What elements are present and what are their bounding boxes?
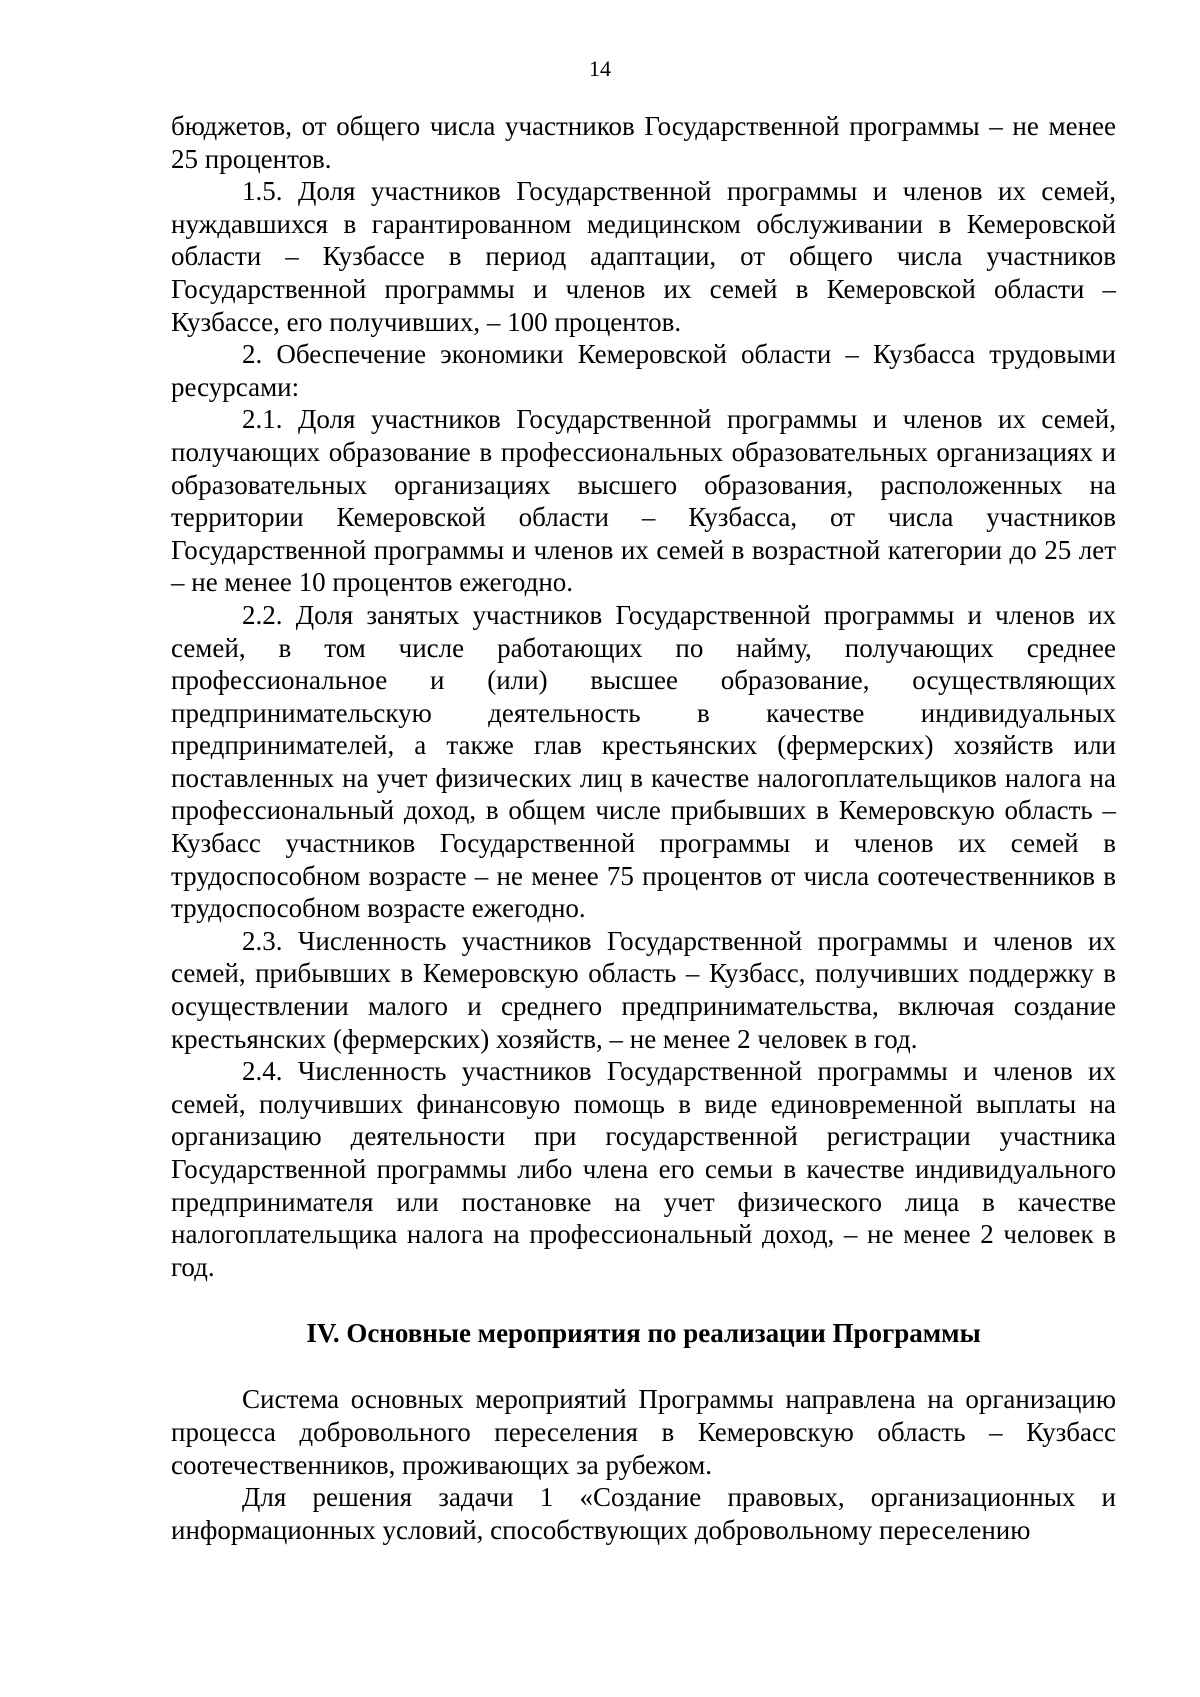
section-heading: IV. Основные мероприятия по реализации Программы <box>306 1318 981 1349</box>
paragraph-item-2-2: 2.2. Доля занятых участников Государственной программы и членов их семей, в том числе работающих по найму, получающих среднее профессиональное и (или) высшее образование, осуществляющих предпринимательскую деятельность в качестве индивидуальных предпринимателей, а также глав крестьянских (фермерских) хозяйств или поставленных на учет физических лиц в качестве налогоплательщиков налога на профессиональный доход, в общем числе прибывших в Кемеровскую область – Кузбасс участников Государственной программы и членов их семей в трудоспособном возрасте – не менее 75 процентов от числа соотечественников в трудоспособном возрасте ежегодно. <box>171 599 1116 924</box>
paragraph-item-2-3: 2.3. Численность участников Государственной программы и членов их семей, прибывших в Кемеровскую область – Кузбасс, получивших поддержку в осуществлении малого и среднего предпринимательства, включая создание крестьянских (фермерских) хозяйств, – не менее 2 человек в год. <box>171 925 1116 1054</box>
paragraph-item-2-4: 2.4. Численность участников Государственной программы и членов их семей, получивших финансовую помощь в виде единовременной выплаты на организацию деятельности при государственной регистрации участника Государственной программы либо члена его семьи в качестве индивидуального предпринимателя или постановке на учет физического лица в качестве налогоплательщика налога на профессиональный доход, – не менее 2 человек в год. <box>171 1056 1116 1282</box>
page-number: 14 <box>589 56 611 81</box>
paragraph-item-1-5: 1.5. Доля участников Государственной программы и членов их семей, нуждавшихся в гарантированном медицинском обслуживании в Кемеровской области – Кузбассе в период адаптации, от общего числа участников Государственной программы и членов их семей в Кемеровской области – Кузбассе, его получивших, – 100 процентов. <box>171 176 1116 337</box>
paragraph-item-2-1: 2.1. Доля участников Государственной программы и членов их семей, получающих образование в профессиональных образовательных организациях и образовательных организациях высшего образования, расположенных на территории Кемеровской области – Кузбасса, от числа участников Государственной программы и членов их семей в возрастной категории до 25 лет – не менее 10 процентов ежегодно. <box>171 404 1116 598</box>
paragraph-task-1: Для решения задачи 1 «Создание правовых, организационных и информационных условий, способствующих добровольному переселению <box>171 1482 1116 1545</box>
paragraph-item-2: 2. Обеспечение экономики Кемеровской области – Кузбасса трудовыми ресурсами: <box>171 339 1116 402</box>
paragraph-section-intro: Система основных мероприятий Программы направлена на организацию процесса добровольного переселения в Кемеровскую область – Кузбасс соотечественников, проживающих за рубежом. <box>171 1384 1116 1480</box>
document-body <box>171 110 1116 1546</box>
paragraph-continuation: бюджетов, от общего числа участников Государственной программы – не менее 25 процентов. <box>171 111 1116 174</box>
